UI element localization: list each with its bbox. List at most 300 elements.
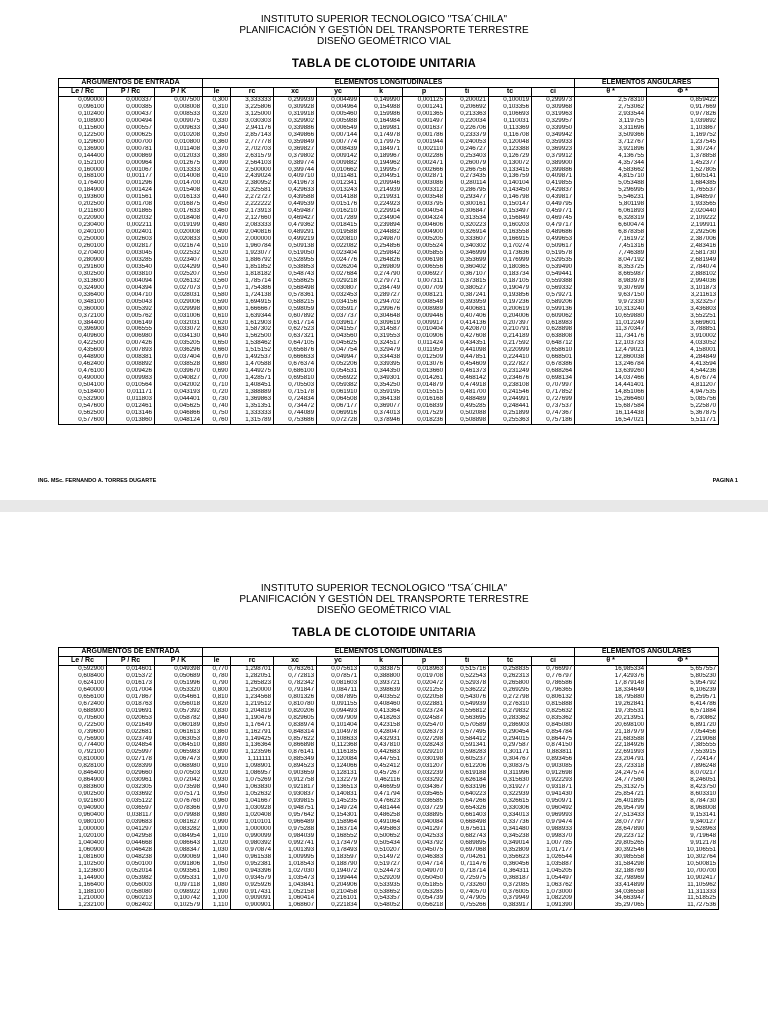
table-cell: 0,569332 [532, 285, 575, 292]
table-cell: 0,178493 [317, 847, 360, 854]
table-cell: 0,624100 [59, 680, 107, 687]
table-cell: 0,966489 [274, 819, 317, 826]
table-cell: 2,020440 [647, 208, 719, 215]
table-cell: 0,518400 [59, 389, 107, 396]
table-cell: 0,432931 [360, 736, 403, 743]
table-cell: 5,546231 [575, 194, 647, 201]
table-cell: 0,097909 [317, 715, 360, 722]
table-cell: 0,001865 [107, 208, 155, 215]
table-cell: 3,788851 [647, 326, 719, 333]
table-cell: 0,041297 [107, 826, 155, 833]
table-cell: 0,101404 [317, 722, 360, 729]
table-cell: 0,001944 [403, 139, 446, 146]
table-cell: 0,176400 [59, 180, 107, 187]
table-cell: 0,755266 [446, 902, 489, 909]
table-row [59, 833, 719, 840]
table-row [59, 167, 719, 174]
table-cell: 26,401895 [575, 798, 647, 805]
table-cell: 0,244882 [360, 229, 403, 236]
table-cell: 23,723318 [575, 763, 647, 770]
table-cell: 0,864900 [59, 777, 107, 784]
table-cell: 0,920 [203, 770, 231, 777]
table-cell: 0,570 [203, 285, 231, 292]
table-cell: 0,333607 [446, 236, 489, 243]
table-row [59, 812, 719, 819]
table-cell: 0,360402 [446, 264, 489, 271]
table-cell: 0,577600 [59, 417, 107, 424]
table-cell: 0,313600 [59, 278, 107, 285]
table-cell: 0,409710 [274, 173, 317, 180]
table-cell: 0,378946 [360, 417, 403, 424]
table-cell: 0,854784 [532, 729, 575, 736]
table-cell: 31,584298 [575, 861, 647, 868]
table-cell: 0,970 [203, 805, 231, 812]
table-cell: 1,045205 [532, 868, 575, 875]
table-cell: 0,302500 [59, 271, 107, 278]
table-cell: 0,399886 [532, 167, 575, 174]
table-cell: 0,903085 [532, 763, 575, 770]
table-cell: 2,777778 [231, 139, 274, 146]
table-cell: 0,370 [203, 146, 231, 153]
table-cell: 0,480 [203, 222, 231, 229]
table-cell: 0,960400 [59, 812, 107, 819]
table-cell: 0,329902 [274, 118, 317, 125]
page-footer [38, 478, 738, 484]
table-cell: 0,403552 [360, 694, 403, 701]
table-cell: 1,086957 [231, 770, 274, 777]
table-cell: 10,902417 [647, 875, 719, 882]
table-cell: 0,700 [203, 375, 231, 382]
table-cell: 0,009917 [403, 320, 446, 327]
table-cell: 32,188769 [575, 868, 647, 875]
table-cell: 32,798969 [575, 875, 647, 882]
table-cell: 0,360456 [489, 861, 532, 868]
table-cell: 0,454609 [446, 361, 489, 368]
table-cell: 1,307247 [647, 146, 719, 153]
table-row [59, 243, 719, 250]
table-cell: 0,379802 [274, 153, 317, 160]
table-row [59, 320, 719, 327]
table-cell: 1,052158 [274, 889, 317, 896]
table-cell: 0,617714 [274, 320, 317, 327]
table-cell: 0,170274 [489, 243, 532, 250]
table-cell: 0,427608 [446, 333, 489, 340]
table-cell: 0,315630 [489, 777, 532, 784]
table-cell: 0,820 [203, 701, 231, 708]
table-cell: 0,510 [203, 243, 231, 250]
table-cell: 0,479362 [274, 222, 317, 229]
table-cell: 0,630 [203, 326, 231, 333]
column-header: ti [446, 657, 489, 666]
table-cell: 7,054456 [647, 729, 719, 736]
table-cell: 0,294015 [489, 736, 532, 743]
table-cell: 0,140104 [489, 180, 532, 187]
table-cell: 0,468142 [446, 375, 489, 382]
table-cell: 3,552251 [647, 313, 719, 320]
table-cell: 0,661403 [446, 812, 489, 819]
table-cell: 0,870 [203, 736, 231, 743]
table-cell: 1,080 [203, 882, 231, 889]
table-cell: 1,515152 [231, 347, 274, 354]
table-cell: 0,499653 [532, 236, 575, 243]
table-cell: 8,353725 [575, 264, 647, 271]
table-cell: 0,548743 [274, 271, 317, 278]
table-cell: 0,941430 [532, 791, 575, 798]
table-cell: 0,727699 [532, 396, 575, 403]
table-cell: 0,149724 [317, 805, 360, 812]
table-cell: 0,859422 [647, 97, 719, 104]
table-cell: 30,392546 [575, 847, 647, 854]
table-cell: 0,828100 [59, 763, 107, 770]
table-cell: 0,322939 [489, 791, 532, 798]
table-cell: 0,857622 [274, 736, 317, 743]
table-cell: 0,017529 [403, 410, 446, 417]
table-cell: 0,756900 [59, 736, 107, 743]
table-cell: 2,753062 [575, 104, 647, 111]
table-cell: 6,891720 [647, 722, 719, 729]
table-row [59, 847, 719, 854]
table-cell: 0,607892 [274, 313, 317, 320]
table-cell: 0,158964 [317, 819, 360, 826]
table-cell: 0,276310 [489, 701, 532, 708]
table-cell: 0,717852 [532, 389, 575, 396]
table-cell: 0,006980 [107, 333, 155, 340]
table-cell: 0,476100 [59, 368, 107, 375]
table-cell: 0,221834 [317, 902, 360, 909]
table-cell: 0,025470 [403, 722, 446, 729]
table-cell: 0,032239 [403, 770, 446, 777]
table-cell: 7,161972 [575, 236, 647, 243]
table-cell: 0,013660 [403, 368, 446, 375]
table-row [59, 756, 719, 763]
table-row [59, 264, 719, 271]
table-cell: 15,266460 [575, 396, 647, 403]
table-cell: 0,001125 [403, 97, 446, 104]
table-cell: 0,255363 [489, 417, 532, 424]
table-cell: 0,740570 [446, 889, 489, 896]
table-cell: 9,912178 [647, 840, 719, 847]
table-cell: 0,442683 [360, 749, 403, 756]
table-cell: 11,370347 [575, 326, 647, 333]
table-cell: 1,605141 [647, 173, 719, 180]
table-cell: 0,008381 [107, 354, 155, 361]
table-cell: 1,030 [203, 847, 231, 854]
table-cell: 0,457267 [360, 770, 403, 777]
table-cell: 0,007426 [107, 340, 155, 347]
table-cell: 0,030807 [317, 285, 360, 292]
table-cell: 0,028243 [403, 742, 446, 749]
table-row [59, 292, 719, 299]
table-cell: 2,109222 [647, 215, 719, 222]
column-header: ci [532, 657, 575, 666]
table-cell: 1,017177 [532, 847, 575, 854]
table-cell: 0,383875 [360, 666, 403, 673]
table-cell: 0,009142 [317, 153, 360, 160]
table-cell: 0,050450 [403, 875, 446, 882]
table-cell: 0,580 [203, 292, 231, 299]
table-cell: 0,258835 [489, 666, 532, 673]
table-cell: 1,060414 [274, 895, 317, 902]
table-cell: 0,289727 [360, 292, 403, 299]
table-cell: 0,420870 [446, 326, 489, 333]
table-cell: 0,980392 [231, 840, 274, 847]
table-cell: 0,016875 [155, 201, 203, 208]
table-cell: 0,815888 [532, 701, 575, 708]
table-cell: 0,026373 [403, 729, 446, 736]
table-cell: 9,528963 [647, 826, 719, 833]
table-cell: 0,197236 [489, 299, 532, 306]
table-cell: 0,037737 [317, 313, 360, 320]
table-cell: 0,012461 [107, 403, 155, 410]
table-cell: 0,883600 [59, 784, 107, 791]
table-cell: 1,110 [203, 902, 231, 909]
table-cell: 0,979474 [532, 819, 575, 826]
table-cell: 0,254856 [360, 243, 403, 250]
table-cell: 0,628898 [532, 326, 575, 333]
table-cell: 0,054739 [403, 895, 446, 902]
table-cell: 11,311333 [647, 889, 719, 896]
table-row [59, 895, 719, 902]
table-cell: 0,961538 [231, 854, 274, 861]
column-header: xc [274, 88, 317, 97]
table-cell: 0,326914 [446, 229, 489, 236]
table-cell: 0,011481 [317, 173, 360, 180]
column-header: P / Rc [107, 657, 155, 666]
table-cell: 3,669601 [647, 320, 719, 327]
table-cell: 0,053320 [155, 687, 203, 694]
table-cell: 0,051855 [403, 882, 446, 889]
table-cell: 0,010564 [107, 382, 155, 389]
table-cell: 0,810 [203, 694, 231, 701]
table-cell: 0,286903 [489, 722, 532, 729]
table-cell: 0,022881 [403, 701, 446, 708]
table-row [59, 770, 719, 777]
table-cell: 27,513433 [575, 812, 647, 819]
table-cell: 0,490 [203, 229, 231, 236]
column-header: le [203, 88, 231, 97]
table-cell: 1,265823 [231, 680, 274, 687]
table-cell: 24,777560 [575, 777, 647, 784]
table-cell: 0,199444 [317, 875, 360, 882]
table-cell: 0,180365 [489, 264, 532, 271]
table-cell: 0,558625 [274, 278, 317, 285]
table-cell: 0,011959 [403, 347, 446, 354]
table-cell: 0,705600 [59, 715, 107, 722]
table-cell: 0,018408 [155, 215, 203, 222]
table-row [59, 715, 719, 722]
table-cell: 0,163714 [317, 826, 360, 833]
table-cell: 0,447851 [446, 354, 489, 361]
table-cell: 0,293477 [446, 194, 489, 201]
table-cell: 0,202500 [59, 201, 107, 208]
table-cell: 0,610 [203, 313, 231, 320]
table-cell: 0,998370 [532, 833, 575, 840]
table-cell: 1,612903 [231, 320, 274, 327]
table-cell: 0,034367 [403, 784, 446, 791]
table-cell: 0,290454 [489, 729, 532, 736]
table-cell: 0,339950 [532, 125, 575, 132]
table-cell: 0,353699 [446, 257, 489, 264]
table-cell: 1,000000 [59, 826, 107, 833]
table-cell: 1,020408 [231, 812, 274, 819]
table-cell: 0,668501 [532, 354, 575, 361]
table-cell: 0,041297 [403, 826, 446, 833]
table-cell: 9,307699 [575, 285, 647, 292]
table-cell: 1,886792 [231, 257, 274, 264]
table-cell: 7,896248 [647, 763, 719, 770]
table-cell: 0,549939 [446, 701, 489, 708]
table-cell: 0,008121 [403, 292, 446, 299]
table-cell: 3,030303 [231, 118, 274, 125]
table-cell: 0,000781 [107, 146, 155, 153]
table-cell: 0,666633 [274, 354, 317, 361]
table-cell: 1,250000 [231, 687, 274, 694]
table-cell: 0,094493 [317, 708, 360, 715]
column-header: le [203, 657, 231, 666]
table-cell: 0,372085 [489, 882, 532, 889]
table-cell: 0,029660 [107, 770, 155, 777]
table-cell: 0,796365 [532, 687, 575, 694]
table-cell: 0,688900 [59, 708, 107, 715]
table-row [59, 215, 719, 222]
table-cell: 0,724834 [274, 396, 317, 403]
table-cell: 0,002401 [107, 229, 155, 236]
table-cell: 0,419855 [532, 180, 575, 187]
table-cell: 0,650 [203, 340, 231, 347]
table-cell: 7,219068 [647, 736, 719, 743]
table-cell: 0,020472 [403, 680, 446, 687]
table-cell: 0,084711 [317, 687, 360, 694]
table-cell: 10,700700 [647, 868, 719, 875]
table-cell: 0,393721 [360, 680, 403, 687]
table-cell: 0,319963 [532, 111, 575, 118]
table-cell: 0,168100 [59, 173, 107, 180]
table-row [59, 882, 719, 889]
table-cell: 9,719648 [647, 833, 719, 840]
program-name: PLANIFICACIÓN Y GESTIÓN DEL TRANSPORTE TERRESTRE [239, 25, 529, 36]
table-cell: 0,734472 [274, 403, 317, 410]
column-header-row [59, 88, 719, 97]
table-cell: 0,067177 [317, 403, 360, 410]
table-cell: 0,890 [203, 749, 231, 756]
table-cell: 2,199911 [647, 222, 719, 229]
table-cell: 1,091390 [532, 902, 575, 909]
table-cell: 0,014879 [403, 382, 446, 389]
table-cell: 0,309968 [532, 104, 575, 111]
table-row [59, 417, 719, 424]
table-cell: 0,490000 [59, 375, 107, 382]
table-cell: 0,339886 [274, 125, 317, 132]
table-cell: 0,715178 [274, 389, 317, 396]
table-cell: 0,160000 [59, 167, 107, 174]
table-cell: 0,514972 [360, 854, 403, 861]
table-cell: 11,727536 [647, 902, 719, 909]
table-cell: 0,210791 [489, 326, 532, 333]
table-cell: 0,025207 [155, 271, 203, 278]
table-cell: 0,434351 [446, 340, 489, 347]
table-cell: 0,922293 [532, 777, 575, 784]
column-header: yc [317, 88, 360, 97]
table-cell: 0,384400 [59, 320, 107, 327]
table-cell: 0,002871 [403, 173, 446, 180]
table-cell: 0,340 [203, 125, 231, 132]
table-cell: 0,563695 [446, 715, 489, 722]
course-name: DISEÑO GEOMÉTRICO VIAL [317, 605, 451, 616]
table-cell: 0,801326 [274, 694, 317, 701]
table-cell: 1,010 [203, 833, 231, 840]
table-cell: 2,578310 [575, 97, 647, 104]
table-cell: 0,160203 [489, 222, 532, 229]
table-cell: 0,011171 [107, 389, 155, 396]
table-cell: 0,440 [203, 194, 231, 201]
table-cell: 0,220999 [489, 347, 532, 354]
table-cell: 16,114438 [575, 410, 647, 417]
table-cell: 0,359849 [274, 139, 317, 146]
table-cell: 0,028031 [155, 292, 203, 299]
table-cell: 0,000385 [107, 104, 155, 111]
table-cell: 1,020100 [59, 833, 107, 840]
table-cell: 1,009995 [274, 854, 317, 861]
table-row [59, 97, 719, 104]
table-cell: 0,026204 [317, 264, 360, 271]
table-cell: 0,010208 [155, 132, 203, 139]
group-header-angulares: ELEMENTOS ANGULARES [575, 79, 719, 88]
table-cell: 0,548052 [360, 902, 403, 909]
table-cell: 0,350 [203, 132, 231, 139]
table-cell: 0,007709 [403, 285, 446, 292]
table-cell: 0,023407 [155, 257, 203, 264]
table-cell: 0,005392 [107, 306, 155, 313]
table-cell: 14,037466 [575, 375, 647, 382]
table-cell: 1,054497 [532, 875, 575, 882]
table-cell: 0,429633 [274, 187, 317, 194]
table-cell: 0,016133 [155, 194, 203, 201]
group-header-longitudinales: ELEMENTOS LONGITUDINALES [203, 648, 575, 657]
program-name: PLANIFICACIÓN Y GESTIÓN DEL TRANSPORTE TERRESTRE [239, 594, 529, 605]
table-cell: 0,722500 [59, 722, 107, 729]
table-cell: 0,364138 [360, 396, 403, 403]
table-cell: 0,103356 [489, 104, 532, 111]
table-cell: 0,008439 [317, 146, 360, 153]
table-row [59, 729, 719, 736]
table-cell: 0,090069 [155, 854, 203, 861]
table-cell: 3,311696 [575, 125, 647, 132]
table-cell: 8,968008 [647, 805, 719, 812]
column-header: θ * [575, 88, 647, 97]
table-row [59, 396, 719, 403]
table-cell: 1,452377 [647, 160, 719, 167]
clothoid-table [58, 647, 719, 910]
table-row [59, 354, 719, 361]
table-cell: 0,780 [203, 673, 231, 680]
table-cell: 0,000494 [107, 118, 155, 125]
column-header: p [403, 88, 446, 97]
table-cell: 0,072042 [155, 777, 203, 784]
table-cell: 0,008008 [155, 104, 203, 111]
table-cell: 0,670 [203, 354, 231, 361]
table-cell: 0,035122 [107, 798, 155, 805]
table-cell: 0,957642 [274, 812, 317, 819]
table-cell: 0,102579 [155, 902, 203, 909]
table-cell: 0,058080 [107, 889, 155, 896]
table-cell: 0,450 [203, 201, 231, 208]
page-2 [0, 512, 768, 1024]
table-cell: 2,933544 [575, 111, 647, 118]
table-cell: 0,389900 [532, 160, 575, 167]
table-cell: 0,108900 [59, 118, 107, 125]
table-cell: 0,379912 [532, 153, 575, 160]
table-cell: 0,113369 [489, 125, 532, 132]
